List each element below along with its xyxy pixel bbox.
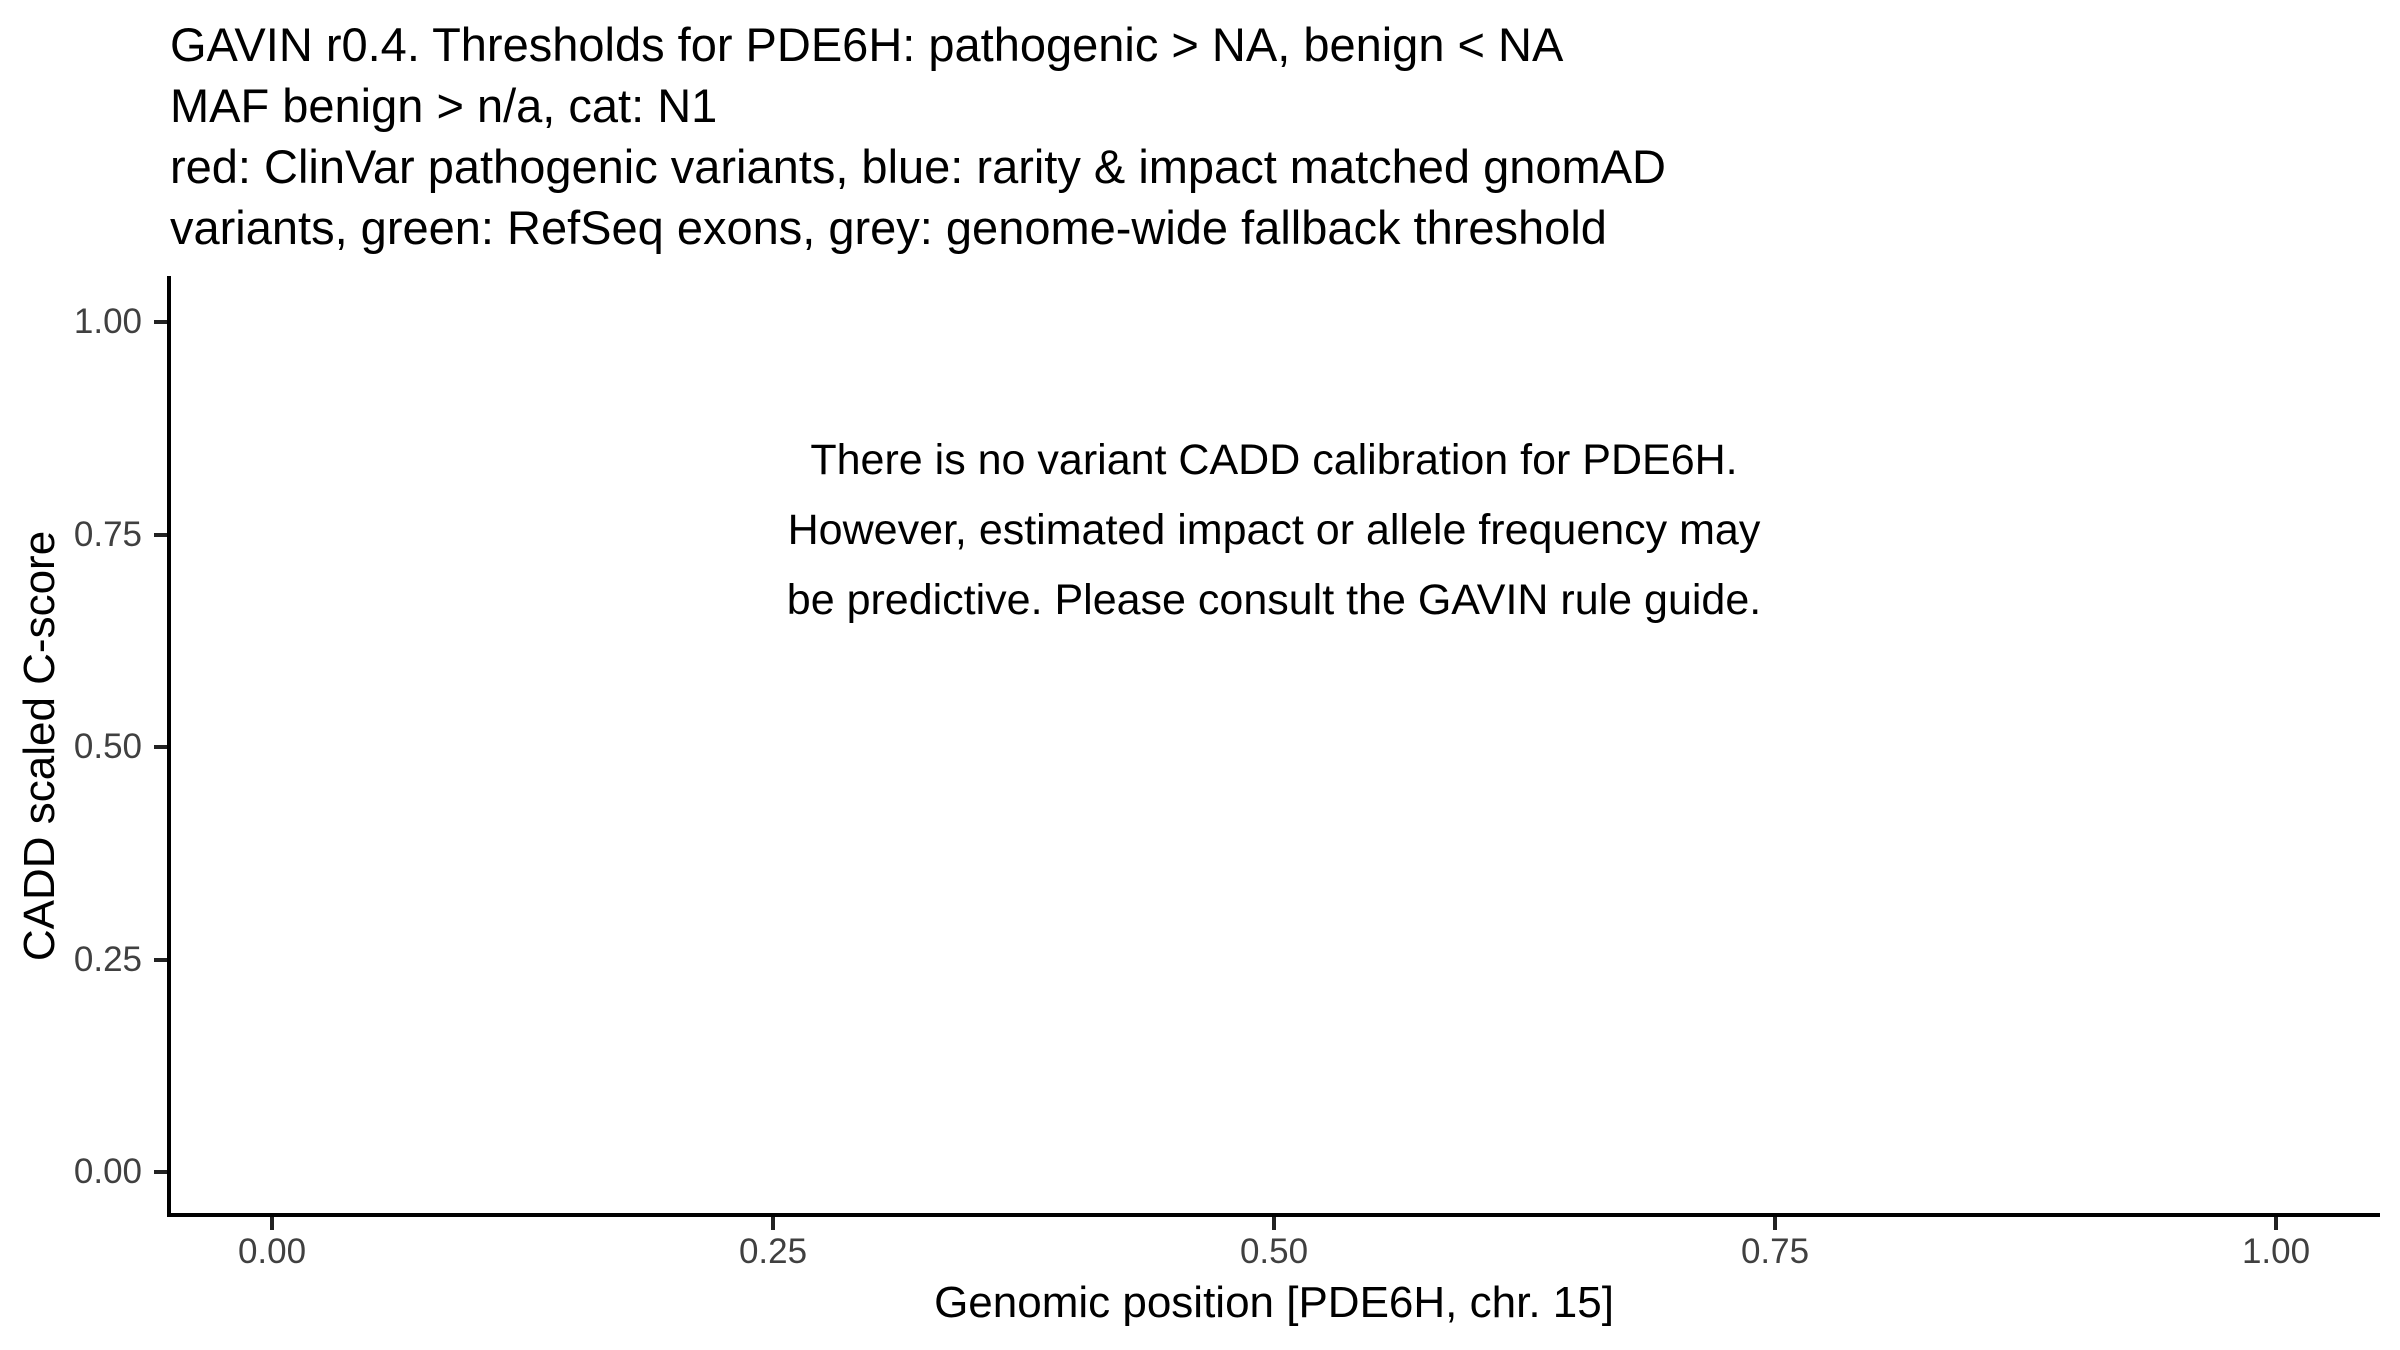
- y-tick-mark: [154, 745, 167, 749]
- annotation-text: [787, 425, 1761, 635]
- x-tick-label: 0.75: [1740, 1232, 1810, 1271]
- x-tick-mark: [270, 1217, 274, 1230]
- x-tick-label: 0.25: [738, 1232, 808, 1271]
- x-tick-mark: [771, 1217, 775, 1230]
- y-tick-label: 0.00: [73, 1152, 142, 1191]
- x-tick-label: 1.00: [2241, 1232, 2311, 1271]
- x-axis-title: Genomic position [PDE6H, chr. 15]: [934, 1278, 1614, 1327]
- y-tick-mark: [154, 533, 167, 537]
- figure-title-line-4: variants, green: RefSeq exons, grey: genome-wide fallback threshold: [170, 201, 1607, 254]
- figure-title: [170, 14, 1666, 258]
- y-tick-label: 1.00: [73, 302, 142, 341]
- annotation-line-2: However, estimated impact or allele frequency may: [787, 506, 1761, 554]
- x-tick-label: 0.50: [1239, 1232, 1309, 1271]
- x-tick-label: 0.00: [237, 1232, 307, 1271]
- x-tick-mark: [1272, 1217, 1276, 1230]
- y-axis-title: CADD scaled C-score: [15, 530, 64, 962]
- figure-title-line-2: MAF benign > n/a, cat: N1: [170, 79, 718, 132]
- annotation-line-1: There is no variant CADD calibration for PDE6H.: [810, 436, 1738, 484]
- annotation-line-3: be predictive. Please consult the GAVIN rule guide.: [786, 576, 1762, 624]
- y-tick-label: 0.25: [73, 940, 142, 979]
- figure-title-line-1: GAVIN r0.4. Thresholds for PDE6H: pathogenic > NA, benign < NA: [170, 18, 1564, 71]
- y-tick-mark: [154, 958, 167, 962]
- x-tick-mark: [1773, 1217, 1777, 1230]
- y-tick-label: 0.75: [73, 515, 142, 554]
- y-axis-line: [167, 276, 171, 1217]
- y-tick-mark: [154, 1170, 167, 1174]
- x-tick-mark: [2274, 1217, 2278, 1230]
- y-tick-label: 0.50: [73, 727, 142, 766]
- figure-title-line-3: red: ClinVar pathogenic variants, blue: rarity & impact matched gnomAD: [170, 140, 1666, 193]
- y-tick-mark: [154, 320, 167, 324]
